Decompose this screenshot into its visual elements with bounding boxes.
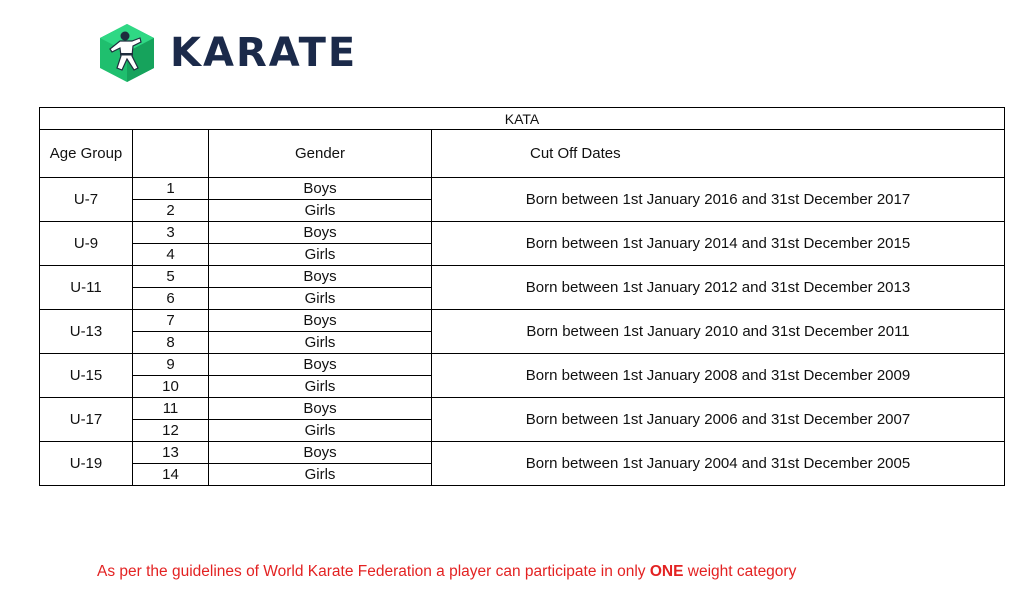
gender-cell: Boys bbox=[209, 266, 432, 288]
cut-off-dates-cell: Born between 1st January 2004 and 31st December 2005 bbox=[432, 442, 1005, 486]
gender-cell: Girls bbox=[209, 288, 432, 310]
cut-off-dates-cell: Born between 1st January 2014 and 31st December 2015 bbox=[432, 222, 1005, 266]
gender-cell: Girls bbox=[209, 244, 432, 266]
entry-number-cell: 11 bbox=[133, 398, 209, 420]
footnote-tail: weight category bbox=[683, 563, 797, 580]
gender-cell: Boys bbox=[209, 222, 432, 244]
table-body bbox=[40, 178, 1005, 486]
entry-number-cell: 4 bbox=[133, 244, 209, 266]
age-group-cell: U-15 bbox=[40, 354, 133, 398]
table-row bbox=[40, 222, 1005, 244]
entry-number-cell: 3 bbox=[133, 222, 209, 244]
entry-number-cell: 5 bbox=[133, 266, 209, 288]
entry-number-cell: 9 bbox=[133, 354, 209, 376]
kata-table bbox=[39, 107, 1005, 486]
entry-number-cell: 7 bbox=[133, 310, 209, 332]
gender-cell: Girls bbox=[209, 332, 432, 354]
entry-number-cell: 2 bbox=[133, 200, 209, 222]
cut-off-dates-cell: Born between 1st January 2006 and 31st December 2007 bbox=[432, 398, 1005, 442]
age-group-cell: U-19 bbox=[40, 442, 133, 486]
gender-cell: Girls bbox=[209, 420, 432, 442]
header-gender: Gender bbox=[209, 130, 432, 178]
entry-number-cell: 6 bbox=[133, 288, 209, 310]
gender-cell: Boys bbox=[209, 442, 432, 464]
age-group-cell: U-7 bbox=[40, 178, 133, 222]
age-group-cell: U-17 bbox=[40, 398, 133, 442]
karate-logo bbox=[96, 22, 357, 84]
age-group-cell: U-11 bbox=[40, 266, 133, 310]
footnote-emphasis: ONE bbox=[649, 563, 684, 580]
gender-cell: Boys bbox=[209, 398, 432, 420]
logo-text: KARATE bbox=[170, 30, 358, 76]
cut-off-dates-cell: Born between 1st January 2008 and 31st December 2009 bbox=[432, 354, 1005, 398]
table-title: KATA bbox=[40, 108, 1005, 130]
table-row bbox=[40, 266, 1005, 288]
table-row bbox=[40, 398, 1005, 420]
gender-cell: Boys bbox=[209, 178, 432, 200]
footnote bbox=[97, 563, 796, 581]
cut-off-dates-cell: Born between 1st January 2010 and 31st December 2011 bbox=[432, 310, 1005, 354]
entry-number-cell: 14 bbox=[133, 464, 209, 486]
table-row bbox=[40, 310, 1005, 332]
table-row bbox=[40, 442, 1005, 464]
gender-cell: Girls bbox=[209, 464, 432, 486]
entry-number-cell: 13 bbox=[133, 442, 209, 464]
table-row bbox=[40, 354, 1005, 376]
entry-number-cell: 1 bbox=[133, 178, 209, 200]
age-group-cell: U-9 bbox=[40, 222, 133, 266]
entry-number-cell: 10 bbox=[133, 376, 209, 398]
gender-cell: Boys bbox=[209, 310, 432, 332]
header-cut-off-dates: Cut Off Dates bbox=[432, 130, 1005, 178]
gender-cell: Girls bbox=[209, 376, 432, 398]
gender-cell: Girls bbox=[209, 200, 432, 222]
table-row bbox=[40, 178, 1005, 200]
cut-off-dates-cell: Born between 1st January 2016 and 31st December 2017 bbox=[432, 178, 1005, 222]
header-age-group: Age Group bbox=[40, 130, 133, 178]
footnote-text: As per the guidelines of World Karate Federation a player can participate in only bbox=[97, 563, 650, 580]
entry-number-cell: 12 bbox=[133, 420, 209, 442]
karate-fighter-icon bbox=[96, 22, 158, 84]
cut-off-dates-cell: Born between 1st January 2012 and 31st December 2013 bbox=[432, 266, 1005, 310]
age-group-cell: U-13 bbox=[40, 310, 133, 354]
header-number bbox=[133, 130, 209, 178]
gender-cell: Boys bbox=[209, 354, 432, 376]
entry-number-cell: 8 bbox=[133, 332, 209, 354]
